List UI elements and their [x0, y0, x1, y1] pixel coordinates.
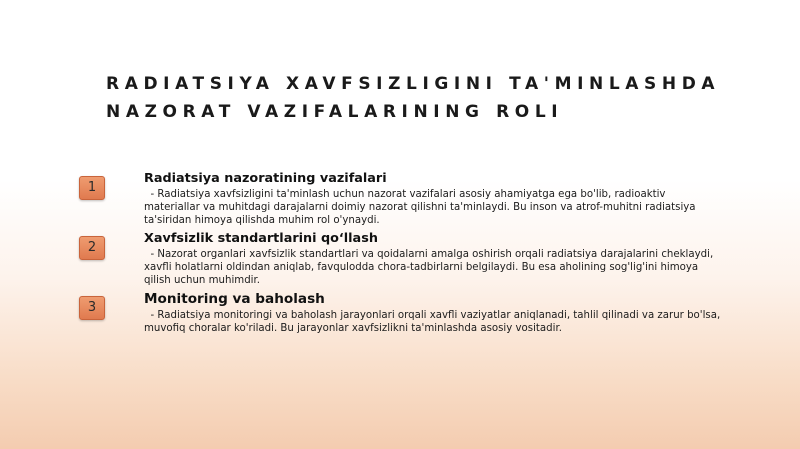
item-number-badge-1: 1: [79, 176, 105, 200]
item-heading-1: Radiatsiya nazoratining vazifalari: [144, 171, 387, 186]
item-number-badge-3: 3: [79, 296, 105, 320]
slide-title: [106, 70, 766, 126]
item-heading-2: Xavfsizlik standartlarini qo‘llash: [144, 231, 378, 246]
slide-title-line-2: NAZORAT VAZIFALARINING ROLI: [106, 102, 564, 122]
list-item-3: [144, 291, 724, 335]
item-body-2: - Nazorat organlari xavfsizlik standartlari va qoidalarni amalga oshirish orqali radiatsiya darajalarini cheklaydi, xavfli holatlarni oldindan aniqlab, favqulodda chora-tadbirlarni belgilaydi. Bu esa aholining sog'lig'ini himoya qilish uchun muhimdir.: [144, 249, 717, 286]
item-heading-3: Monitoring va baholash: [144, 291, 325, 307]
list-item-1: [144, 171, 724, 227]
item-number-badge-2: 2: [79, 236, 105, 260]
list-item-2: [144, 231, 724, 287]
item-body-1: - Radiatsiya xavfsizligini ta'minlash uchun nazorat vazifalari asosiy ahamiyatga ega bo'lib, radioaktiv materiallar va muhitdagi darajalarni doimiy nazorat qilishni ta'minlaydi. Bu inson va atrof-muhitni radiatsiya ta'siridan himoya qilishda muhim rol o'ynaydi.: [144, 189, 699, 226]
item-body-3: - Radiatsiya monitoringi va baholash jarayonlari orqali xavfli vaziyatlar aniqlanadi, tahlil qilinadi va zarur bo'lsa, muvofiq choralar ko'riladi. Bu jarayonlar xavfsizlikni ta'minlashda asosiy vositadir.: [144, 310, 724, 334]
slide-title-line-1: RADIATSIYA XAVFSIZLIGINI TA'MINLASHDA: [106, 74, 721, 94]
